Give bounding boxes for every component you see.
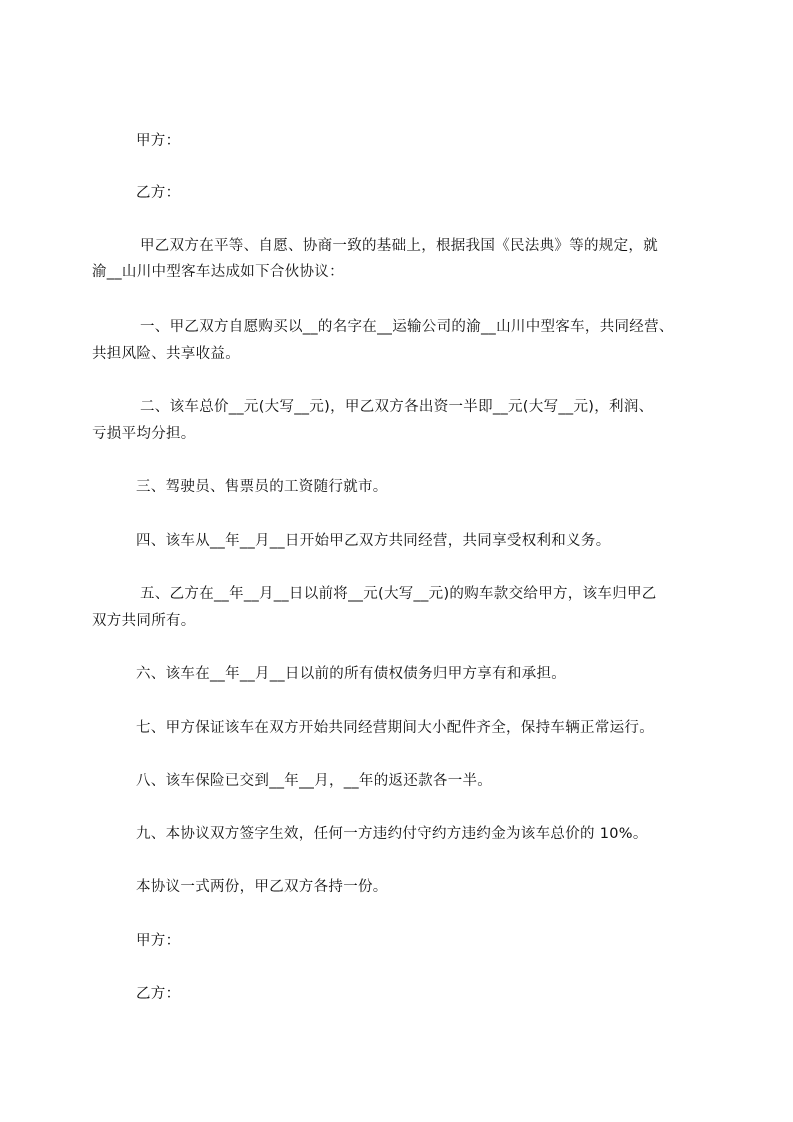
clause-5-line-1: 五、乙方在__年__月__日以前将__元(大写__元)的购车款交给甲方，该车归甲乙 xyxy=(140,586,657,602)
party-a-label-bottom: 甲方： xyxy=(136,933,181,949)
clause-4: 四、该车从__年__月__日开始甲乙双方共同经营，共同享受权利和义务。 xyxy=(136,533,611,549)
clause-6: 六、该车在__年__月__日以前的所有债权债务归甲方享有和承担。 xyxy=(136,666,567,682)
clause-2-line-1: 二、该车总价__元(大写__元)，甲乙双方各出资一半即__元(大写__元)，利润、 xyxy=(140,399,654,415)
clause-9: 九、本协议双方签字生效，任何一方违约付守约方违约金为该车总价的 10%。 xyxy=(136,826,648,842)
preamble-line-2: 渝__山川中型客车达成如下合伙协议： xyxy=(92,264,344,280)
clause-7: 七、甲方保证该车在双方开始共同经营期间大小配件齐全，保持车辆正常运行。 xyxy=(136,720,654,736)
party-a-label-top: 甲方： xyxy=(136,133,181,149)
clause-1-line-2: 共担风险、共享收益。 xyxy=(92,346,240,362)
party-b-label-bottom: 乙方： xyxy=(136,986,181,1002)
party-b-label-top: 乙方： xyxy=(136,185,181,201)
copies-statement: 本协议一式两份，甲乙双方各持一份。 xyxy=(136,879,388,895)
clause-5-line-2: 双方共同所有。 xyxy=(92,613,196,629)
clause-8: 八、该车保险已交到__年__月，__年的返还款各一半。 xyxy=(136,773,493,789)
clause-2-line-2: 亏损平均分担。 xyxy=(92,426,196,442)
clause-3: 三、驾驶员、售票员的工资随行就市。 xyxy=(136,479,388,495)
clause-1-line-1: 一、甲乙双方自愿购买以__的名字在__运输公司的渝__山川中型客车，共同经营、 xyxy=(140,319,674,335)
preamble-line-1: 甲乙双方在平等、自愿、协商一致的基础上，根据我国《民法典》等的规定，就 xyxy=(140,238,658,254)
